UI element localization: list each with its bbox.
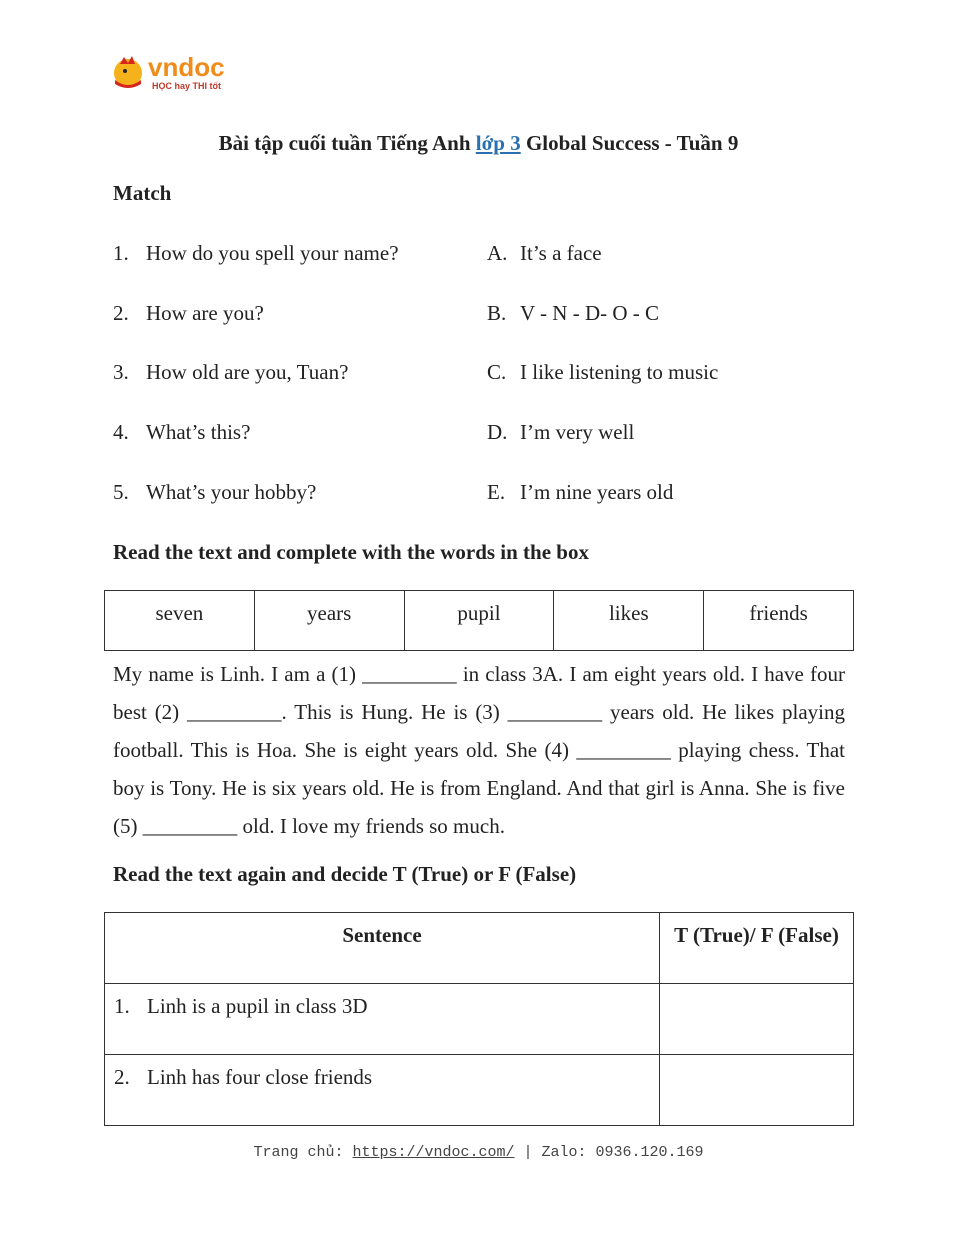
- logo-slogan: HỌC hay THI tốt: [152, 81, 221, 91]
- match-heading: Match: [113, 181, 172, 205]
- word-cell: pupil: [404, 591, 554, 651]
- answer-text: It’s a face: [520, 241, 602, 265]
- answer-cell[interactable]: [660, 1055, 854, 1126]
- sentence-cell: [105, 1055, 660, 1126]
- grade-link[interactable]: lớp 3: [475, 131, 521, 155]
- page-title: [0, 131, 957, 156]
- question-text: How do you spell your name?: [146, 241, 399, 265]
- homepage-link[interactable]: https://vndoc.com/: [352, 1144, 515, 1161]
- logo-wordmark: vndoc: [148, 52, 225, 82]
- true-false-table: [104, 912, 854, 1126]
- complete-heading: Read the text and complete with the words in the box: [113, 540, 589, 564]
- word-cell: likes: [554, 591, 704, 651]
- match-question: [113, 360, 348, 385]
- table-row: [105, 1055, 854, 1126]
- rooster-icon: [110, 54, 146, 90]
- match-question: [113, 420, 250, 445]
- answer-cell[interactable]: [660, 984, 854, 1055]
- word-box: [104, 590, 854, 651]
- question-number: 4.: [113, 420, 129, 444]
- answer-letter: D.: [487, 420, 508, 444]
- row-number: 1.: [114, 994, 130, 1018]
- word-cell: years: [254, 591, 404, 651]
- question-text: How old are you, Tuan?: [146, 360, 349, 384]
- answer-text: I’m very well: [520, 420, 635, 444]
- title-suffix: Global Success - Tuần 9: [520, 131, 739, 155]
- match-answer: [487, 360, 718, 385]
- question-text: How are you?: [146, 301, 264, 325]
- sentence-text: Linh has four close friends: [147, 1065, 373, 1089]
- question-text: What’s your hobby?: [146, 480, 317, 504]
- answer-text: I’m nine years old: [520, 480, 674, 504]
- word-cell: friends: [704, 591, 854, 651]
- answer-letter: E.: [487, 480, 506, 504]
- page-footer: [0, 1144, 957, 1161]
- word-cell: seven: [105, 591, 255, 651]
- match-answer: [487, 420, 634, 445]
- question-number: 1.: [113, 241, 129, 265]
- reading-passage: My name is Linh. I am a (1) _________ in class 3A. I am eight years old. I have four best (2) _________. This is Hung. He is (3) _________ years old. He likes playing football. This is Hoa. She is eight years old. She (4) _________ playing chess. That boy is Tony. He is six years old. He is from England. And that girl is Anna. She is five (5) _________ old. I love my friends so much.: [113, 662, 845, 838]
- match-answer: [487, 241, 602, 266]
- question-number: 2.: [113, 301, 129, 325]
- match-question: [113, 301, 264, 326]
- footer-contact: | Zalo: 0936.120.169: [514, 1144, 704, 1161]
- title-prefix: Bài tập cuối tuần Tiếng Anh: [218, 131, 476, 155]
- match-answer: [487, 480, 673, 505]
- question-number: 5.: [113, 480, 129, 504]
- row-number: 2.: [114, 1065, 130, 1089]
- table-row: [105, 984, 854, 1055]
- answer-text: I like listening to music: [520, 360, 719, 384]
- table-header-row: [105, 913, 854, 984]
- vndoc-logo[interactable]: [110, 52, 240, 96]
- true-false-heading: Read the text again and decide T (True) or F (False): [113, 862, 577, 886]
- tf-column-header: T (True)/ F (False): [660, 913, 854, 984]
- match-question: [113, 480, 316, 505]
- footer-prefix: Trang chủ:: [253, 1144, 353, 1161]
- answer-text: V - N - D- O - C: [520, 301, 660, 325]
- answer-letter: A.: [487, 241, 508, 265]
- match-question: [113, 241, 399, 266]
- sentence-column-header: Sentence: [105, 913, 660, 984]
- sentence-text: Linh is a pupil in class 3D: [147, 994, 368, 1018]
- answer-letter: C.: [487, 360, 507, 384]
- question-number: 3.: [113, 360, 129, 384]
- answer-letter: B.: [487, 301, 507, 325]
- question-text: What’s this?: [146, 420, 251, 444]
- match-answer: [487, 301, 659, 326]
- sentence-cell: [105, 984, 660, 1055]
